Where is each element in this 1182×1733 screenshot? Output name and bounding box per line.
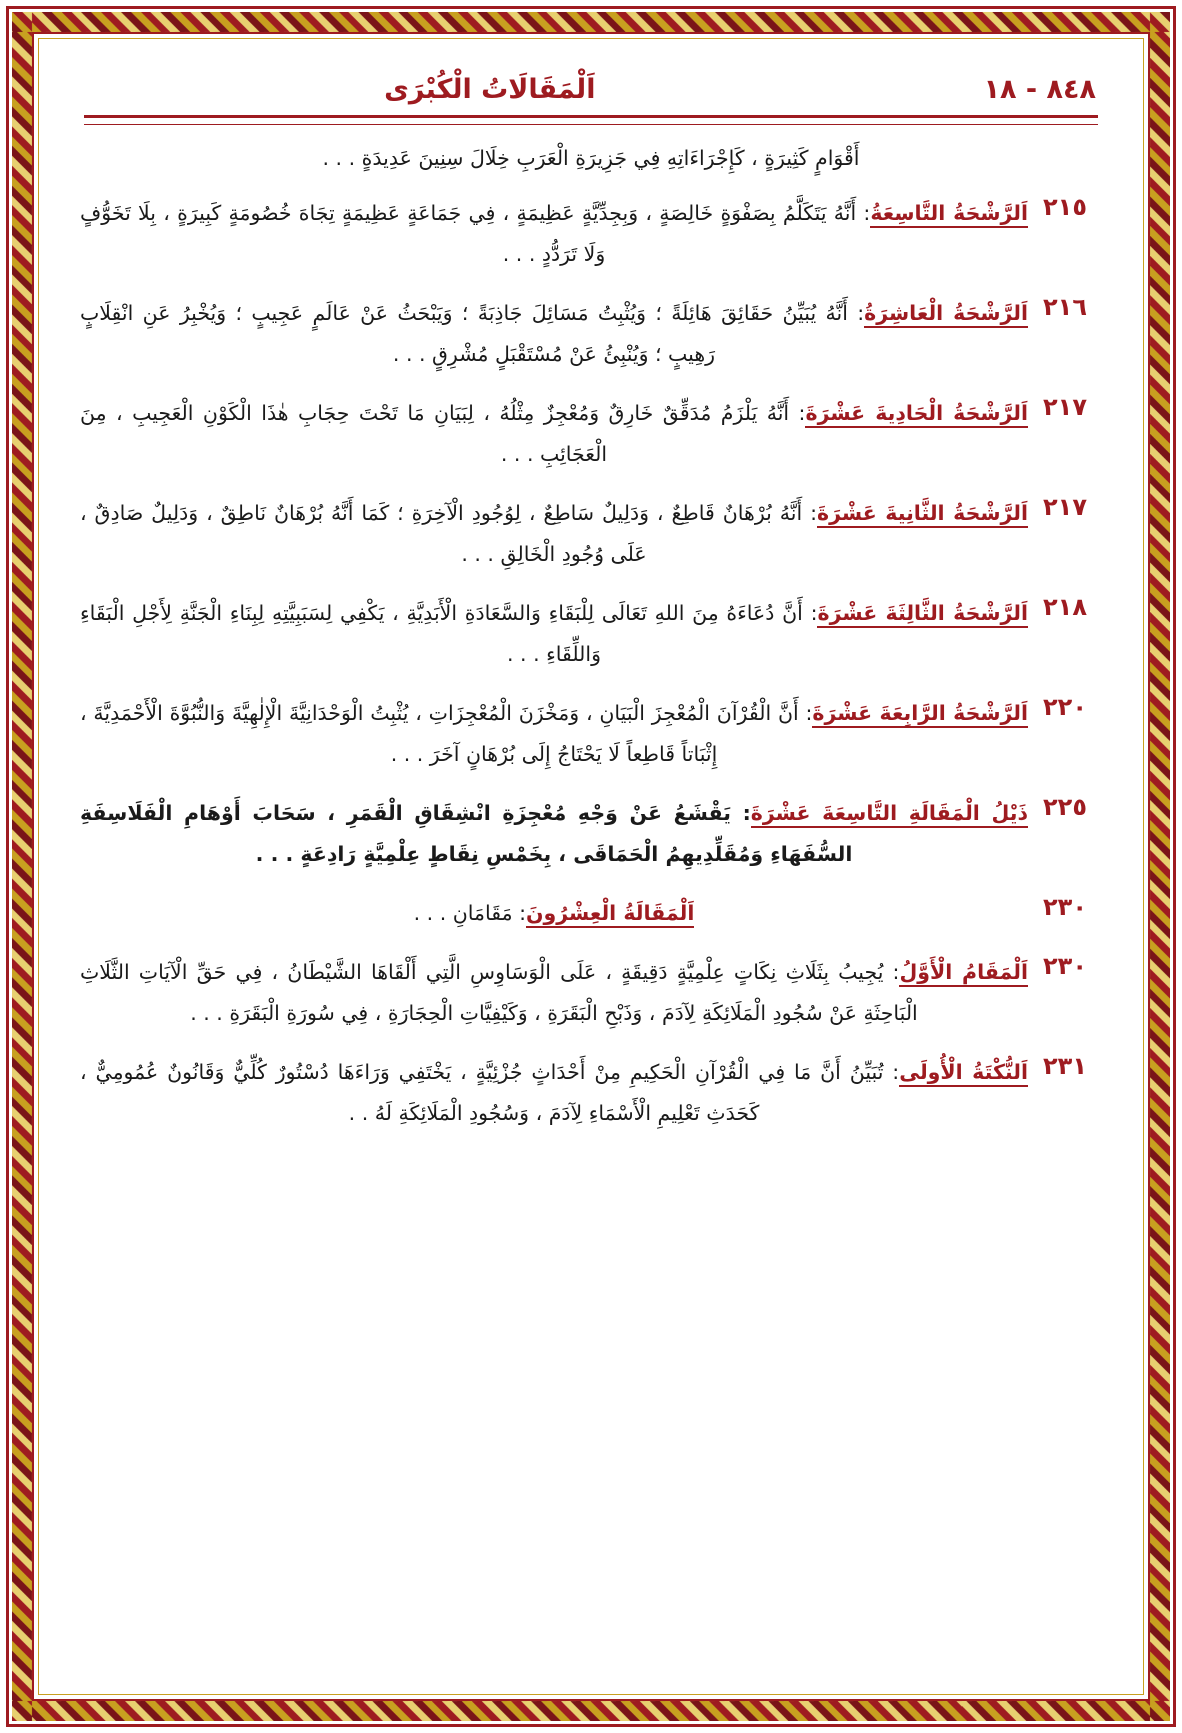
table-row: [80, 484, 1102, 584]
entry-title: اَلرَّشْحَةُ التَّاسِعَةُ: [870, 201, 1028, 228]
entry-description: : أَنَّهُ يَتَكَلَّمُ بِصَفْوَةٍ خَالِصَةٍ ، وَبِجِدِّيَّةٍ عَظِيمَةٍ ، فِي جَمَاعَةٍ عَظِيمَةٍ تِجَاهَ خُصُومَةٍ كَبِيرَةٍ ، بِلَا تَخَوُّفٍ وَلَا تَرَدُّدٍ . . .: [80, 200, 871, 266]
header-divider: [84, 115, 1098, 125]
entry-description: : يُجِيبُ بِثَلَاثِ نِكَاتٍ عِلْمِيَّةٍ دَقِيقَةٍ ، عَلَى الْوَسَاوِسِ الَّتِي أَلْقَاهَا الشَّيْطَانُ ، فِي حَقِّ الْآيَاتِ الثَّلَاثِ الْبَاحِثَةِ عَنْ سُجُودِ الْمَلَائِكَةِ لِآدَمَ ، وَذَبْحِ الْبَقَرَةِ ، وَكَيْفِيَّاتِ الْحِجَارَةِ ، فِي سُورَةِ الْبَقَرَةِ . . .: [80, 959, 918, 1025]
entry-title: ذَيْلُ الْمَقَالَةِ التَّاسِعَةَ عَشْرَةَ: [751, 801, 1028, 828]
entry-title: اَلرَّشْحَةُ الثَّالِثَةَ عَشْرَةَ: [817, 601, 1028, 628]
entry-title: اَلرَّشْحَةُ الْعَاشِرَةُ: [864, 301, 1028, 328]
entry-page-number: ٢٣٠: [1043, 892, 1087, 921]
entry-description: : تُبَيِّنُ أَنَّ مَا فِي الْقُرْآنِ الْحَكِيمِ مِنْ أَحْدَاثٍ جُزْئِيَّةٍ ، يَخْتَفِي وَرَاءَهَا دُسْتُورٌ كُلِّيٌّ وَقَانُونٌ عُمُومِيٌّ ، كَحَدَثِ تَعْلِيمِ الْأَسْمَاءِ لِآدَمَ ، وَسُجُودِ الْمَلَائِكَةِ لَهُ . .: [80, 1059, 900, 1125]
table-row: [80, 684, 1102, 784]
entry-page-number: ٢١٨: [1043, 592, 1087, 621]
entry-title: اَلْمَقَالَةُ الْعِشْرُونَ: [526, 901, 694, 928]
entry-description: : أَنَّ دُعَاءَهُ مِنَ اللهِ تَعَالَى لِلْبَقَاءِ وَالسَّعَادَةِ الْأَبَدِيَّةِ ، يَكْفِي لِسَبَبِيَّتِهِ لِبِنَاءِ الْجَنَّةِ لِأَجْلِ الْبَقَاءِ وَاللِّقَاءِ . . .: [80, 600, 818, 666]
book-title: اَلْمَقَالَاتُ الْكُبْرَى: [384, 74, 596, 105]
entry-text: [80, 484, 1028, 584]
entry-title: اَلنُّكْتَةُ الْأُولَى: [899, 1060, 1028, 1087]
entry-page-number: ٢١٧: [1043, 392, 1087, 421]
table-row: [80, 284, 1102, 384]
page-header: [80, 74, 1102, 105]
entry-text: [80, 684, 1028, 784]
table-of-contents: [80, 184, 1102, 1143]
table-row: [80, 884, 1102, 943]
table-row: [80, 1043, 1102, 1143]
entry-text: [80, 284, 1028, 384]
entry-text: [80, 1043, 1028, 1143]
entry-page-number: ٢١٧: [1043, 492, 1087, 521]
table-row: [80, 384, 1102, 484]
entry-title: اَلرَّشْحَةُ الثَّانِيةَ عَشْرَةَ: [817, 501, 1028, 528]
entry-description: : أَنَّهُ يُبَيِّنُ حَقَائِقَ هَائِلَةً ؛ وَيُثْبِتُ مَسَائِلَ جَاذِبَةً ؛ وَيَبْحَثُ عَنْ عَالَمٍ عَجِيبٍ ؛ وَيُخْبِرُ عَنِ انْقِلَابٍ رَهِيبٍ ؛ وَيُنْبِئُ عَنْ مُسْتَقْبَلٍ مُشْرِقٍ . . .: [80, 300, 865, 366]
entry-page-number: ٢٣١: [1043, 1051, 1087, 1080]
entry-title: اَلرَّشْحَةُ الرَّابِعَةَ عَشْرَةَ: [812, 701, 1028, 728]
entry-title: اَلْمَقَامُ الْأَوَّلُ: [899, 960, 1028, 987]
entry-description: : أَنَّهُ بُرْهَانٌ قَاطِعٌ ، وَدَلِيلٌ سَاطِعٌ ، لِوُجُودِ الْآخِرَةِ ؛ كَمَا أَنَّهُ بُرْهَانٌ نَاطِقٌ ، وَدَلِيلٌ صَادِقٌ ، عَلَى وُجُودِ الْخَالِقِ . . .: [80, 500, 818, 566]
entry-description: : يَقْشَعُ عَنْ وَجْهِ مُعْجِزَةِ انْشِقَاقِ الْقَمَرِ ، سَحَابَ أَوْهَامِ الْفَلَاسِفَةِ السُّفَهَاءِ وَمُقَلِّدِيهِمُ الْحَمَاقَى ، بِخَمْسِ نِقَاطٍ عِلْمِيَّةٍ رَادِعَةٍ . . .: [80, 800, 853, 866]
entry-title: اَلرَّشْحَةُ الْحَادِيةَ عَشْرَةَ: [805, 401, 1028, 428]
page-number: ٨٤٨ - ١٨: [983, 74, 1096, 105]
table-row: [80, 184, 1102, 284]
table-row: [80, 584, 1102, 684]
entry-page-number: ٢٢٠: [1043, 692, 1087, 721]
entry-page-number: ٢١٦: [1043, 292, 1087, 321]
entry-text: [80, 943, 1028, 1043]
entry-description: : أَنَّهُ يَلْزَمُ مُدَقِّقٌ خَارِقٌ وَمُعْجِزٌ مِثْلُهُ ، لِبَيَانِ مَا تَحْتَ حِجَابِ هٰذَا الْكَوْنِ الْعَجِيبِ ، مِنَ الْعَجَائِبِ . . .: [80, 400, 806, 466]
entry-text: [80, 884, 1028, 943]
entry-page-number: ٢١٥: [1043, 192, 1087, 221]
entry-text: [80, 384, 1028, 484]
page-content: [46, 46, 1136, 1687]
entry-text: [80, 584, 1028, 684]
entry-page-number: ٢٣٠: [1043, 951, 1087, 980]
table-row: [80, 943, 1102, 1043]
intro-paragraph: أَقْوَامٍ كَثِيرَةٍ ، كَإِجْرَاءَاتِهِ فِي جَزِيرَةِ الْعَرَبِ خِلَالَ سِنِينَ عَدِيدَةٍ . . .: [322, 146, 860, 170]
table-row: [80, 784, 1102, 884]
entry-description: : مَقَامَانِ . . .: [413, 900, 527, 925]
entry-text: [80, 184, 1028, 284]
entry-description: : أَنَّ الْقُرْآنَ الْمُعْجِزَ الْبَيَانِ ، وَمَخْزَنَ الْمُعْجِزَاتِ ، يُثْبِتُ الْوَحْدَانِيَّةَ الْإِلٰهِيَّةَ وَالنُّبُوَّةَ الْأَحْمَدِيَّةَ ، إِثْبَاتاً قَاطِعاً لَا يَحْتَاجُ إِلَى بُرْهَانٍ آخَرَ . . .: [80, 700, 813, 766]
entry-text: [80, 784, 1028, 884]
entry-page-number: ٢٢٥: [1043, 792, 1087, 821]
